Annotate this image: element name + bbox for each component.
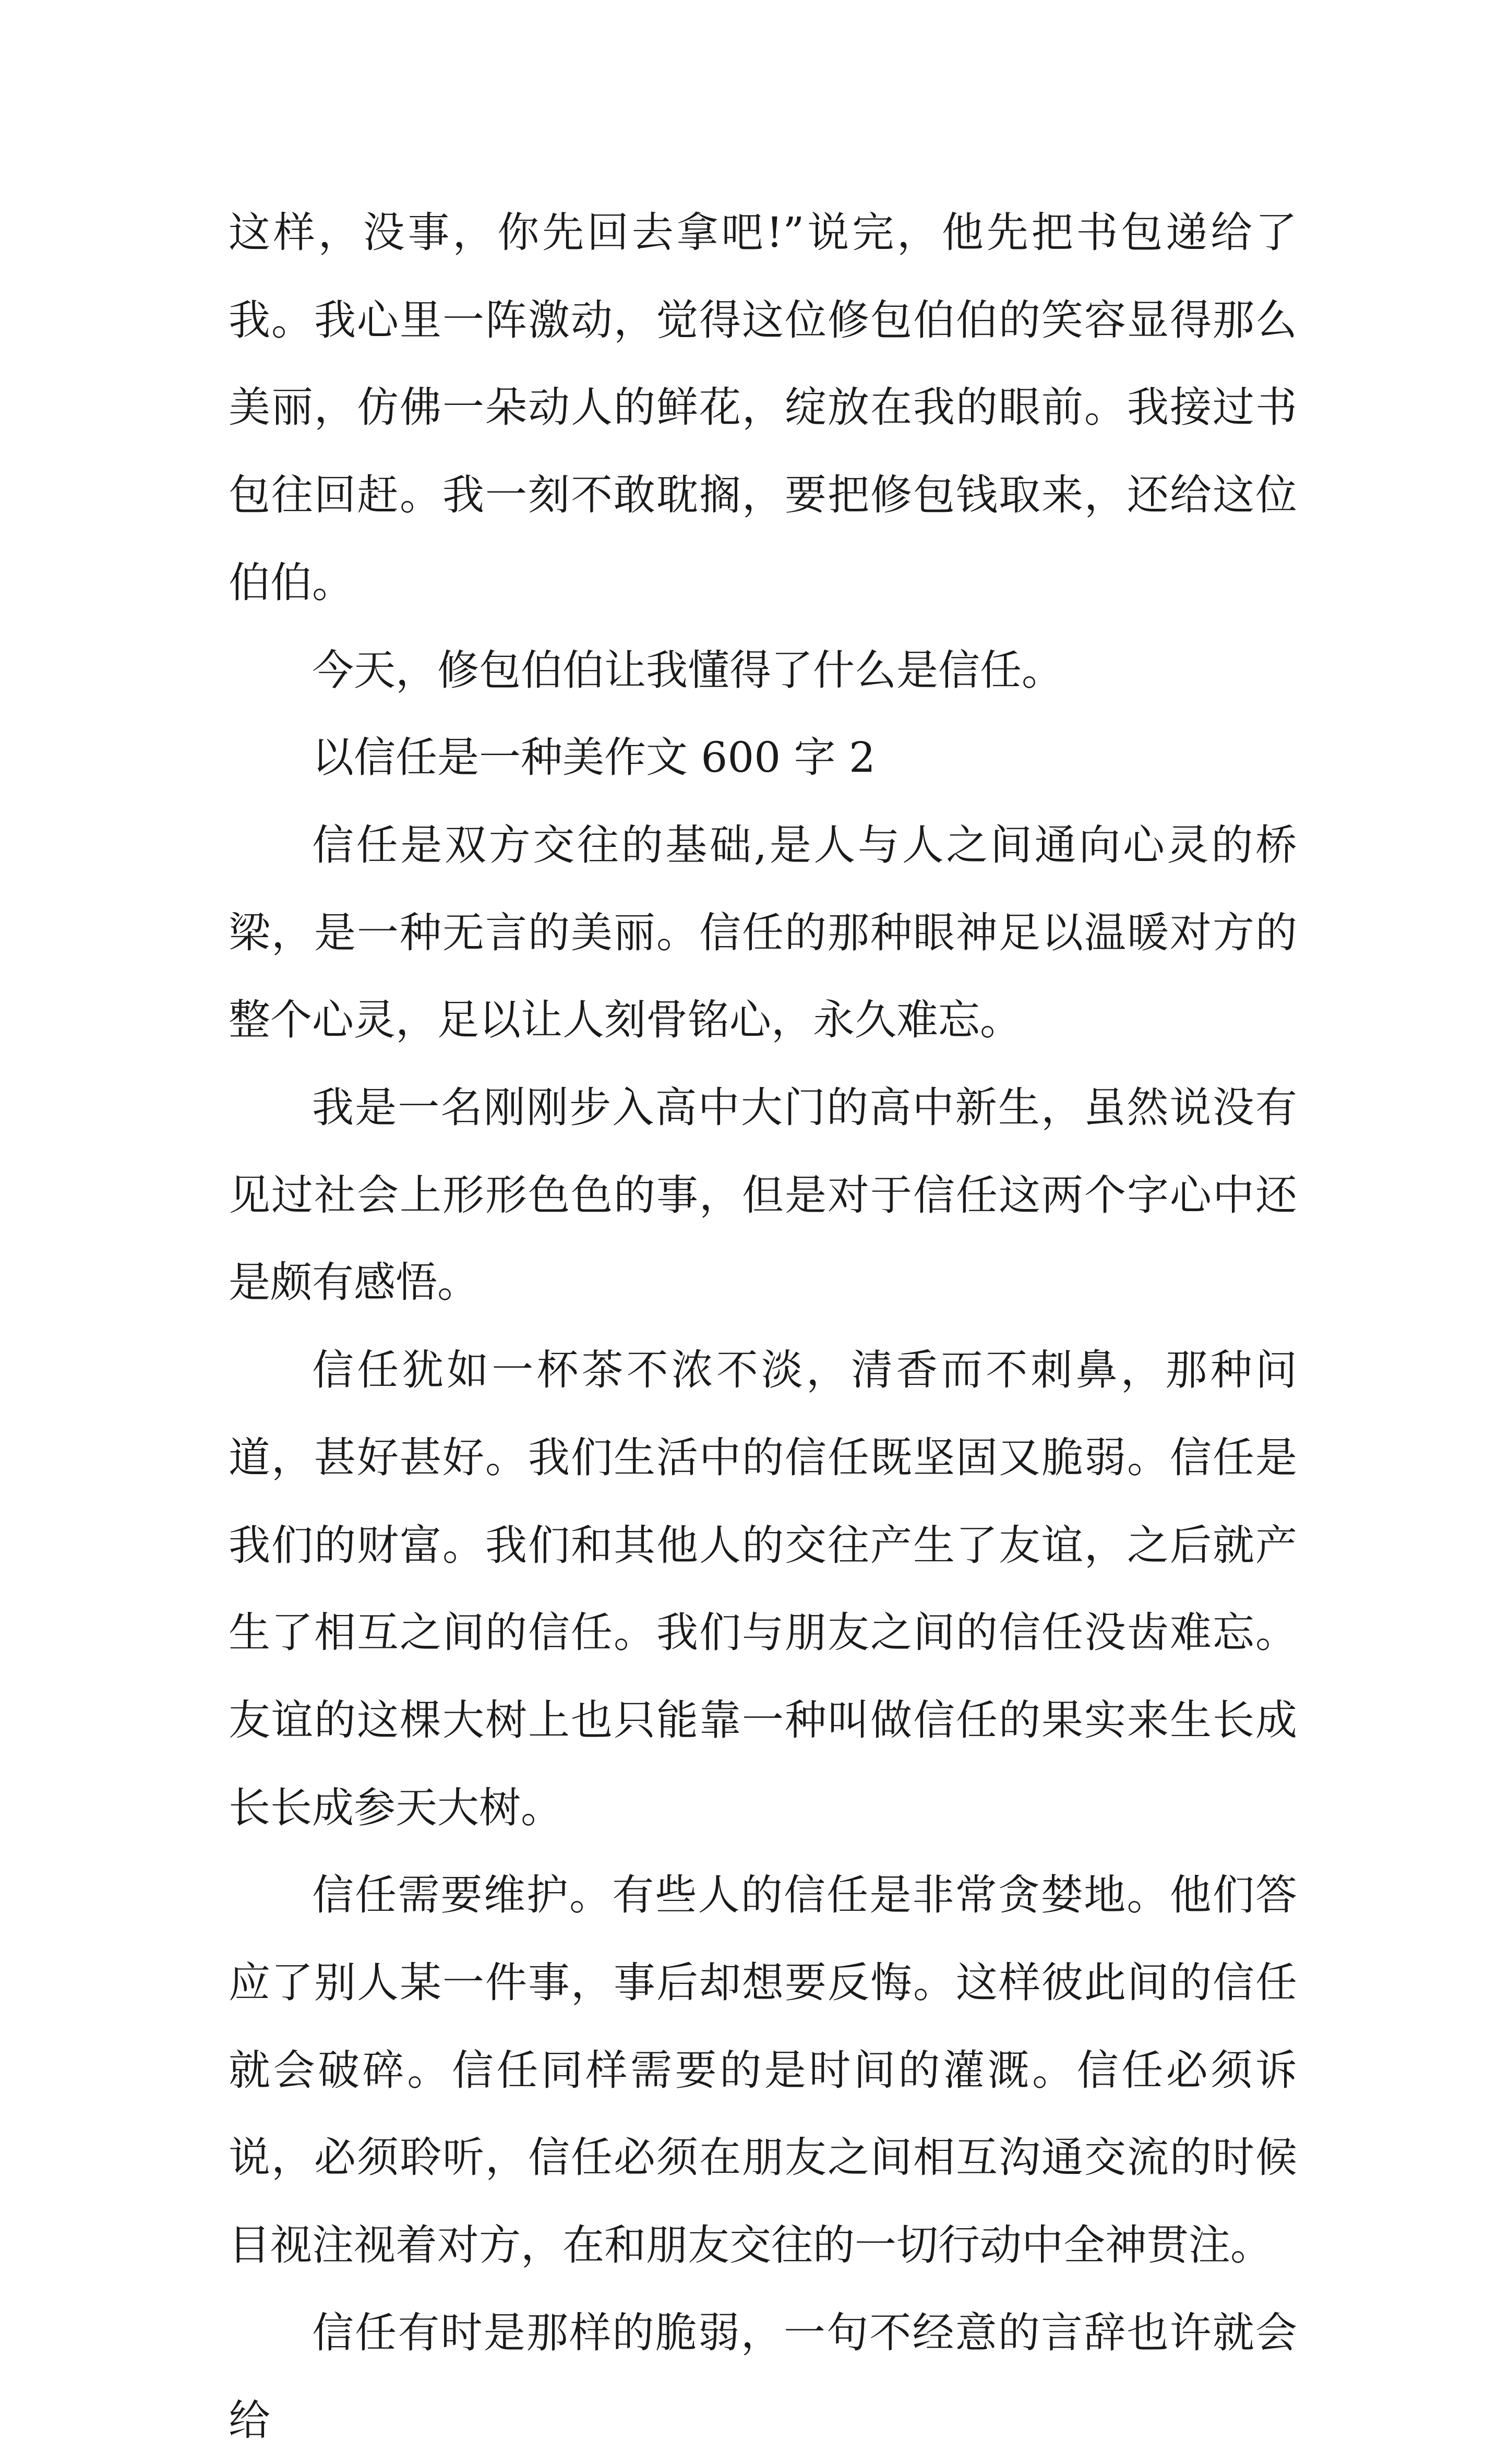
paragraph: 我是一名刚刚步入高中大门的高中新生，虽然说没有见过社会上形形色色的事，但是对于信任这两个字心中还是颇有感悟。	[229, 1083, 1297, 1307]
paragraph: 信任需要维护。有些人的信任是非常贪婪地。他们答应了别人某一件事，事后却想要反悔。这样彼此间的信任就会破碎。信任同样需要的是时间的灌溉。信任必须诉说，必须聆听，信任必须在朋友之间相互沟通交流的时候目视注视着对方，在和朋友交往的一切行动中全神贯注。	[229, 1871, 1297, 2270]
section-heading: 以信任是一种美作文 600 字 2	[312, 733, 876, 782]
paragraph-continuation: 这样，没事，你先回去拿吧!”说完，他先把书包递给了我。我心里一阵激动，觉得这位修包伯伯的笑容显得那么美丽，仿佛一朵动人的鲜花，绽放在我的眼前。我接过书包往回赶。我一刻不敢耽搁，要把修包钱取来，还给这位伯伯。	[229, 208, 1297, 607]
paragraph: 信任是双方交往的基础,是人与人之间通向心灵的桥梁，是一种无言的美丽。信任的那种眼神足以温暖对方的整个心灵，足以让人刻骨铭心，永久难忘。	[229, 820, 1297, 1045]
document-body	[229, 189, 1297, 2464]
paragraph: 信任有时是那样的脆弱，一句不经意的言辞也许就会给	[229, 2308, 1297, 2445]
paragraph: 今天，修包伯伯让我懂得了什么是信任。	[312, 645, 1063, 695]
paragraph: 信任犹如一杯茶不浓不淡，清香而不刺鼻，那种问道，甚好甚好。我们生活中的信任既坚固又脆弱。信任是我们的财富。我们和其他人的交往产生了友谊，之后就产生了相互之间的信任。我们与朋友之间的信任没齿难忘。友谊的这棵大树上也只能靠一种叫做信任的果实来生长成长长成参天大树。	[229, 1346, 1297, 1832]
